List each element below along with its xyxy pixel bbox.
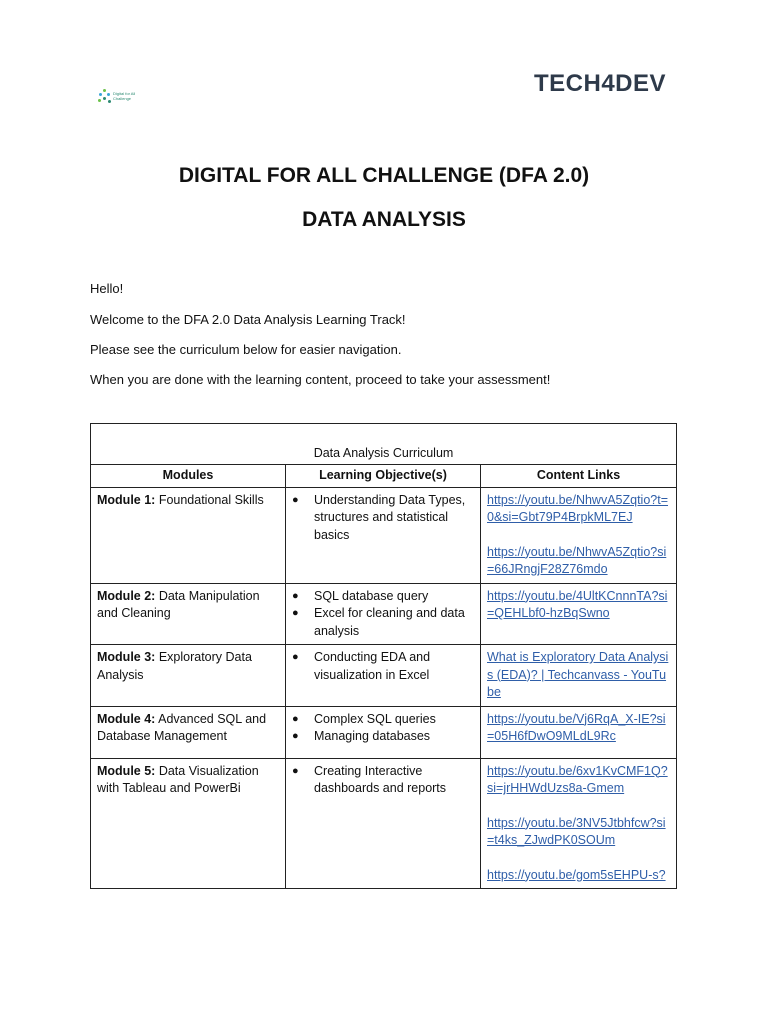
module-name: Exploratory Data Analysis (97, 650, 252, 682)
assessment-text: When you are done with the learning content, proceed to take your assessment! (90, 372, 551, 387)
navigation-text: Please see the curriculum below for easier navigation. (90, 342, 402, 357)
module-label: Module 1: (97, 492, 156, 507)
module-label: Module 5: (97, 763, 156, 778)
column-header-links: Content Links (481, 465, 677, 488)
module-cell (91, 645, 286, 707)
module-name: Advanced SQL and Database Management (97, 711, 267, 743)
links-cell (481, 487, 677, 583)
links-cell (481, 645, 677, 707)
objective-item: ● Managing databases (314, 728, 474, 746)
objective-item: ● Creating Interactive dashboards and reports (314, 763, 474, 798)
table-row (91, 645, 677, 707)
module-cell (91, 583, 286, 645)
module-name: Data Manipulation and Cleaning (97, 588, 260, 620)
module-label: Module 4: (97, 711, 156, 726)
page-subtitle: DATA ANALYSIS (302, 208, 466, 231)
content-link[interactable]: https://youtu.be/4UltKCnnnTA?si=QEHLbf0-hzBqSwno (487, 588, 668, 620)
module-name: Foundational Skills (155, 492, 264, 507)
column-header-modules: Modules (91, 465, 286, 488)
small-logo-text: Digital for All Challenge (113, 91, 136, 101)
objective-item: ● Complex SQL queries (314, 711, 474, 729)
molecule-dots-icon (98, 88, 112, 104)
table-row (91, 487, 677, 583)
module-label: Module 2: (97, 588, 156, 603)
content-link[interactable]: https://youtu.be/NhwvA5Zqtio?si=66JRngjF28Z76mdo (487, 544, 667, 576)
objectives-cell (286, 583, 481, 645)
curriculum-table (90, 423, 677, 889)
links-cell (481, 706, 677, 758)
table-caption: Data Analysis Curriculum (91, 424, 677, 465)
content-link[interactable]: What is Exploratory Data Analysis (EDA)? | Techcanvass - YouTube (487, 650, 669, 699)
module-cell (91, 487, 286, 583)
objectives-cell (286, 645, 481, 707)
table-row (91, 706, 677, 758)
objective-item: ● Understanding Data Types, structures and statistical basics (314, 492, 474, 545)
table-row (91, 758, 677, 889)
links-cell (481, 758, 677, 889)
module-label: Module 3: (97, 650, 156, 664)
page-title: DIGITAL FOR ALL CHALLENGE (DFA 2.0) (178, 164, 590, 187)
content-link[interactable]: https://youtu.be/Vj6RqA_X-IE?si=05H6fDwO9MLdL9Rc (487, 711, 666, 743)
objective-item: ● Conducting EDA and visualization in Excel (314, 649, 474, 684)
tech4dev-logo: TECH4DEV (534, 70, 667, 97)
module-name: Data Visualization with Tableau and PowerBi (97, 763, 259, 795)
objectives-cell (286, 487, 481, 583)
content-link[interactable]: https://youtu.be/NhwvA5Zqtio?t=0&si=Gbt79P4BrpkML7EJ (487, 492, 669, 524)
column-header-objectives: Learning Objective(s) (286, 465, 481, 488)
welcome-text: Welcome to the DFA 2.0 Data Analysis Learning Track! (90, 312, 406, 327)
objectives-cell (286, 706, 481, 758)
objective-item: ● Excel for cleaning and data analysis (314, 605, 474, 640)
objectives-cell (286, 758, 481, 889)
content-link[interactable]: https://youtu.be/6xv1KvCMF1Q?si=jrHHWdUzs8a-Gmem (487, 763, 668, 795)
content-link[interactable]: https://youtu.be/3NV5Jtbhfcw?si=t4ks_ZJwdPK0SOUm (487, 815, 666, 847)
module-cell (91, 758, 286, 889)
links-cell (481, 583, 677, 645)
greeting-text: Hello! (90, 281, 124, 296)
module-cell (91, 706, 286, 758)
digital-for-all-logo (98, 88, 140, 104)
content-link[interactable]: https://youtu.be/gom5sEHPU-s? (487, 867, 666, 882)
table-row (91, 583, 677, 645)
objective-item: ● SQL database query (314, 588, 474, 606)
